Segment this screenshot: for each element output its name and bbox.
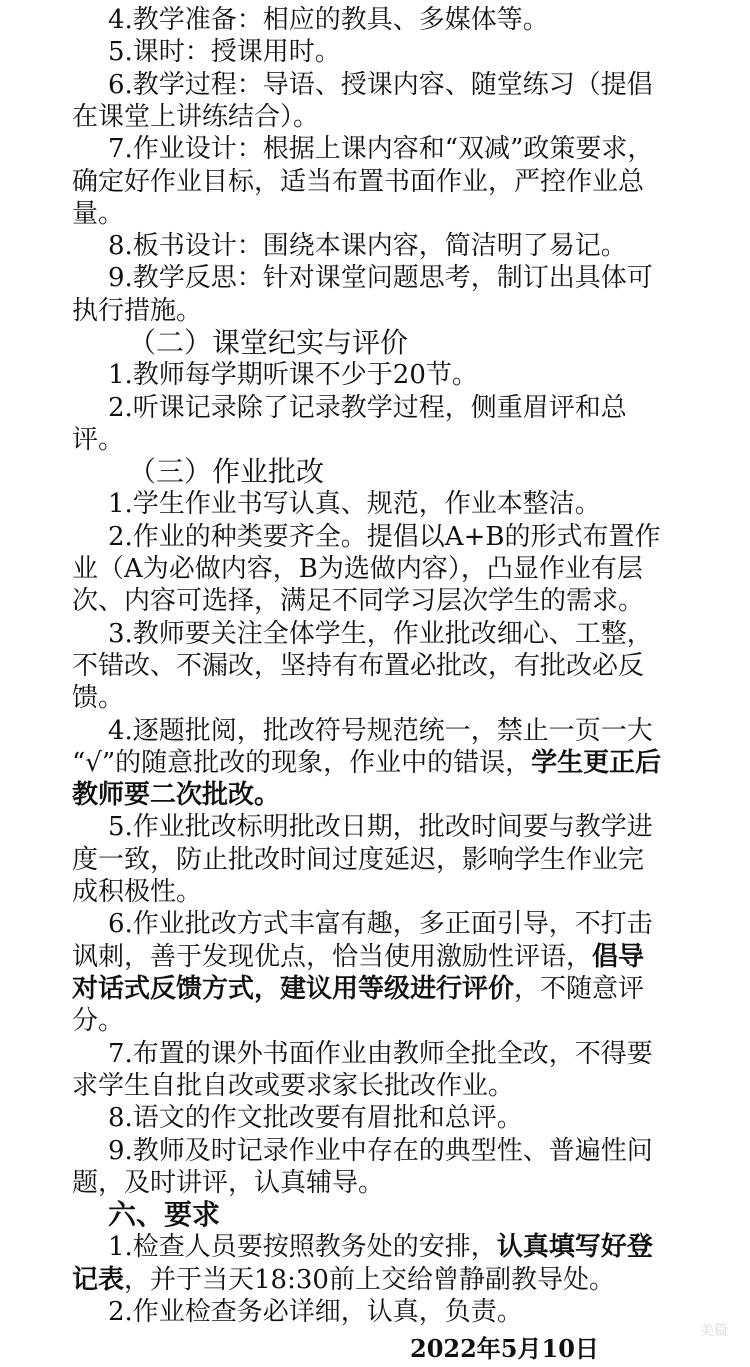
text-line: 业（A为必做内容，B为选做内容），凸显作业有层 [72, 554, 643, 584]
text-line: 4.教学准备：相应的教具、多媒体等。 [108, 5, 549, 35]
text-line: 度一致，防止批改时间过度延迟，影响学生作业完 [72, 845, 645, 875]
watermark-logo: 美篇 [700, 1323, 728, 1339]
section-heading: 六、要求 [108, 1199, 221, 1231]
text-line: 8.语文的作文批改要有眉批和总评。 [108, 1103, 523, 1133]
text-line: 求学生自批自改或要求家长批改作业。 [72, 1071, 515, 1101]
text-line: 2.听课记录除了记录教学过程，侧重眉评和总 [108, 393, 627, 423]
text-line: 5.作业批改标明批改日期，批改时间要与教学进 [108, 812, 653, 842]
text-line: 教师要二次批改。 [72, 780, 281, 810]
text-line: 对话式反馈方式，建议用等级进行评价，不随意评 [72, 974, 645, 1004]
text-line: 确定好作业目标，适当布置书面作业，严控作业总 [72, 167, 645, 197]
text-line: 5.课时：授课用时。 [108, 37, 341, 67]
text-line: “√”的随意批改的现象，作业中的错误，学生更正后 [72, 748, 662, 778]
text-line: 2.作业的种类要齐全。提倡以A+B的形式布置作 [108, 522, 661, 552]
text-line: 1.检查人员要按照教务处的安排，认真填写好登 [108, 1232, 653, 1262]
text-line: 题，及时讲评，认真辅导。 [72, 1168, 385, 1198]
text-line: 2.作业检查务必详细，认真，负责。 [108, 1297, 523, 1327]
text-line: 在课堂上讲练结合）。 [72, 102, 320, 132]
text-line: 次、内容可选择，满足不同学习层次学生的需求。 [72, 586, 645, 616]
text-line: 执行措施。 [72, 296, 203, 326]
section-heading: （三）作业批改 [128, 456, 325, 488]
section-heading: （二）课堂纪实与评价 [128, 327, 409, 359]
text-line: 8.板书设计：围绕本课内容，简洁明了易记。 [108, 231, 627, 261]
text-line: 3.教师要关注全体学生，作业批改细心、工整， [108, 619, 653, 649]
text-line: 量。 [72, 199, 125, 229]
text-line: 馈。 [72, 683, 125, 713]
text-line: 成积极性。 [72, 877, 203, 907]
document-date: 2022年5月10日 [410, 1334, 599, 1363]
text-line: 9.教学反思：针对课堂问题思考，制订出具体可 [108, 263, 653, 293]
text-line: 记表，并于当天18:30前上交给曾静副教导处。 [72, 1265, 615, 1295]
text-line: 7.作业设计：根据上课内容和“双减”政策要求， [108, 134, 654, 164]
text-line: 7.布置的课外书面作业由教师全批全改，不得要 [108, 1039, 653, 1069]
text-line: 不错改、不漏改，坚持有布置必批改，有批改必反 [72, 651, 645, 681]
text-line: 分。 [72, 1006, 125, 1036]
text-line: 1.学生作业书写认真、规范，作业本整洁。 [108, 489, 601, 519]
text-line: 1.教师每学期听课不少于20节。 [108, 360, 478, 390]
text-line: 讽刺，善于发现优点，恰当使用激励性评语，倡导 [72, 942, 645, 972]
text-line: 6.教学过程：导语、授课内容、随堂练习（提倡 [108, 70, 653, 100]
text-line: 4.逐题批阅，批改符号规范统一，禁止一页一大 [108, 716, 653, 746]
text-line: 6.作业批改方式丰富有趣，多正面引导，不打击 [108, 909, 653, 939]
text-line: 评。 [72, 425, 125, 455]
text-line: 9.教师及时记录作业中存在的典型性、普遍性问 [108, 1136, 653, 1166]
